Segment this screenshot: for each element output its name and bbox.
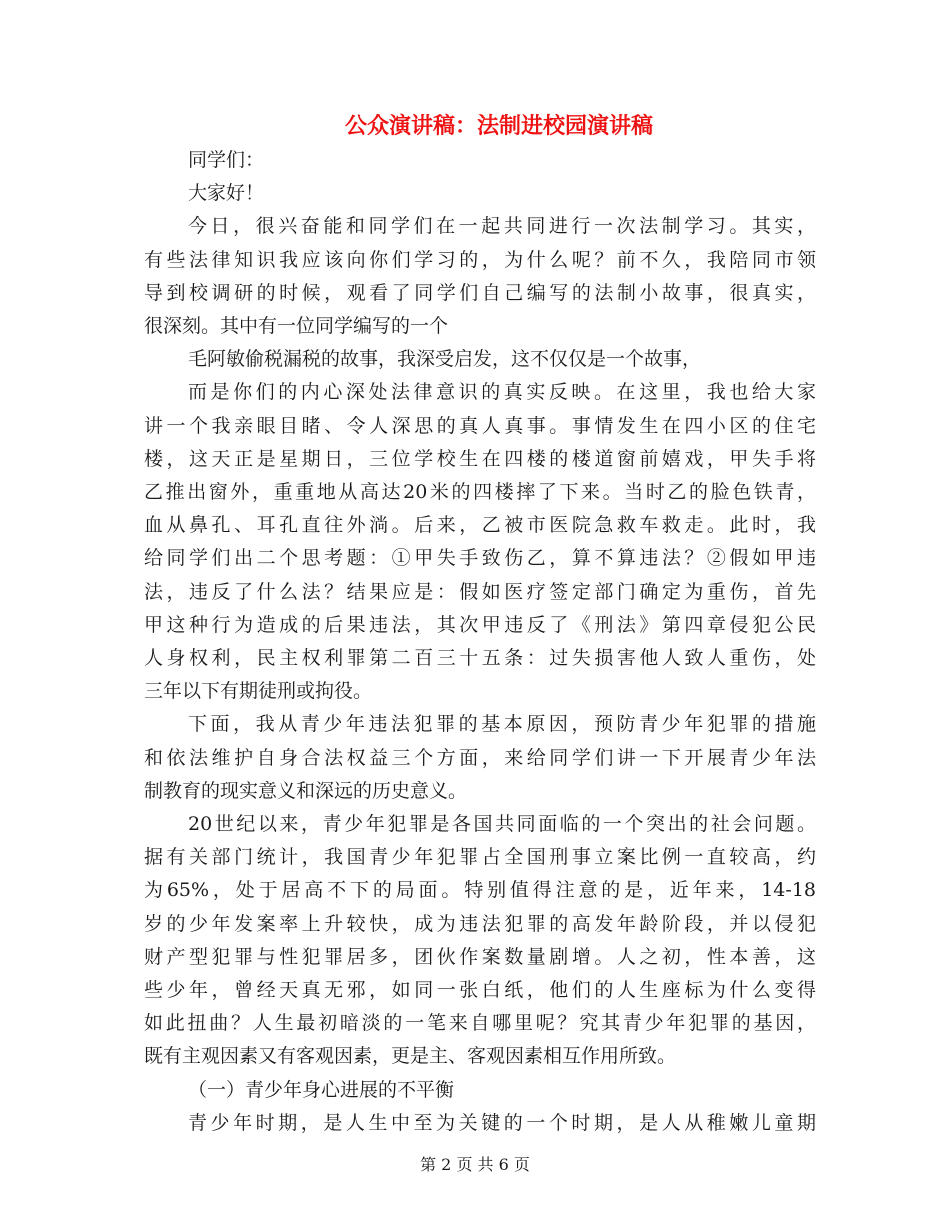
paragraph-line: 同学们： (188, 149, 265, 171)
paragraph-line: 青少年时期，是人生中至为关键的一个时期，是人从稚嫩儿童期 (188, 1111, 816, 1134)
paragraph-line: 三年以下有期徒刑或拘役。 (144, 680, 373, 703)
page-number-footer: 第 2 页 共 6 页 (420, 1155, 530, 1174)
paragraph-line: 为65%，处于居高不下的局面。特别值得注意的是，近年来，14-18 (144, 879, 816, 902)
paragraph-line: 大家好！ (188, 182, 265, 205)
paragraph-line: 制教育的现实意义和深远的历史意义。 (144, 779, 468, 802)
paragraph-line: 和依法维护自身合法权益三个方面，来给同学们讲一下开展青少年法 (144, 746, 816, 769)
paragraph-line: 毛阿敏偷税漏税的故事，我深受启发，这不仅仅是一个故事， (188, 348, 702, 371)
paragraph-line: 据有关部门统计，我国青少年犯罪占全国刑事立案比例一直较高，约 (144, 846, 816, 869)
document-body (144, 144, 816, 1140)
paragraph-line: 20世纪以来，青少年犯罪是各国共同面临的一个突出的社会问题。 (188, 813, 816, 836)
document-title: 公众演讲稿：法制进校园演讲稿 (344, 113, 653, 139)
paragraph-line: 如此扭曲？人生最初暗淡的一笔来自哪里呢？究其青少年犯罪的基因， (144, 1012, 816, 1035)
paragraph-line: 人身权利，民主权利罪第二百三十五条：过失损害他人致人重伤，处 (144, 647, 816, 670)
paragraph-line: 血从鼻孔、耳孔直往外淌。后来，乙被市医院急救车救走。此时，我 (144, 514, 816, 537)
paragraph-line: 导到校调研的时候，观看了同学们自己编写的法制小故事，很真实， (144, 281, 816, 304)
section-heading: （一）青少年身心进展的不平衡 (188, 1078, 455, 1101)
paragraph-line: 乙推出窗外，重重地从高达20米的四楼摔了下来。当时乙的脸色铁青， (144, 481, 816, 504)
paragraph-line: 下面，我从青少年违法犯罪的基本原因，预防青少年犯罪的措施 (188, 713, 816, 736)
paragraph-line: 今日，很兴奋能和同学们在一起共同进行一次法制学习。其实， (188, 215, 816, 238)
paragraph-line: 很深刻。其中有一位同学编写的一个 (144, 315, 449, 338)
paragraph-line: 讲一个我亲眼目睹、令人深思的真人真事。事情发生在四小区的住宅 (144, 414, 816, 437)
paragraph-line: 有些法律知识我应该向你们学习的，为什么呢？前不久，我陪同市领 (144, 248, 816, 271)
paragraph-line: 楼，这天正是星期日，三位学校生在四楼的楼道窗前嬉戏，甲失手将 (144, 447, 816, 470)
paragraph-line: 既有主观因素又有客观因素，更是主、客观因素相互作用所致。 (144, 1045, 677, 1068)
paragraph-line: 而是你们的内心深处法律意识的真实反映。在这里，我也给大家 (188, 381, 816, 404)
paragraph-line: 法，违反了什么法？结果应是：假如医疗签定部门确定为重伤，首先 (144, 580, 816, 603)
paragraph-line: 甲这种行为造成的后果违法，其次甲违反了《刑法》第四章侵犯公民 (144, 613, 816, 636)
paragraph-line: 些少年，曾经天真无邪，如同一张白纸，他们的人生座标为什么变得 (144, 979, 816, 1002)
paragraph-line: 给同学们出二个思考题：①甲失手致伤乙，算不算违法？②假如甲违 (144, 547, 816, 570)
paragraph-line: 岁的少年发案率上升较快，成为违法犯罪的高发年龄阶段，并以侵犯 (144, 912, 816, 935)
paragraph-line: 财产型犯罪与性犯罪居多，团伙作案数量剧增。人之初，性本善，这 (144, 945, 816, 968)
